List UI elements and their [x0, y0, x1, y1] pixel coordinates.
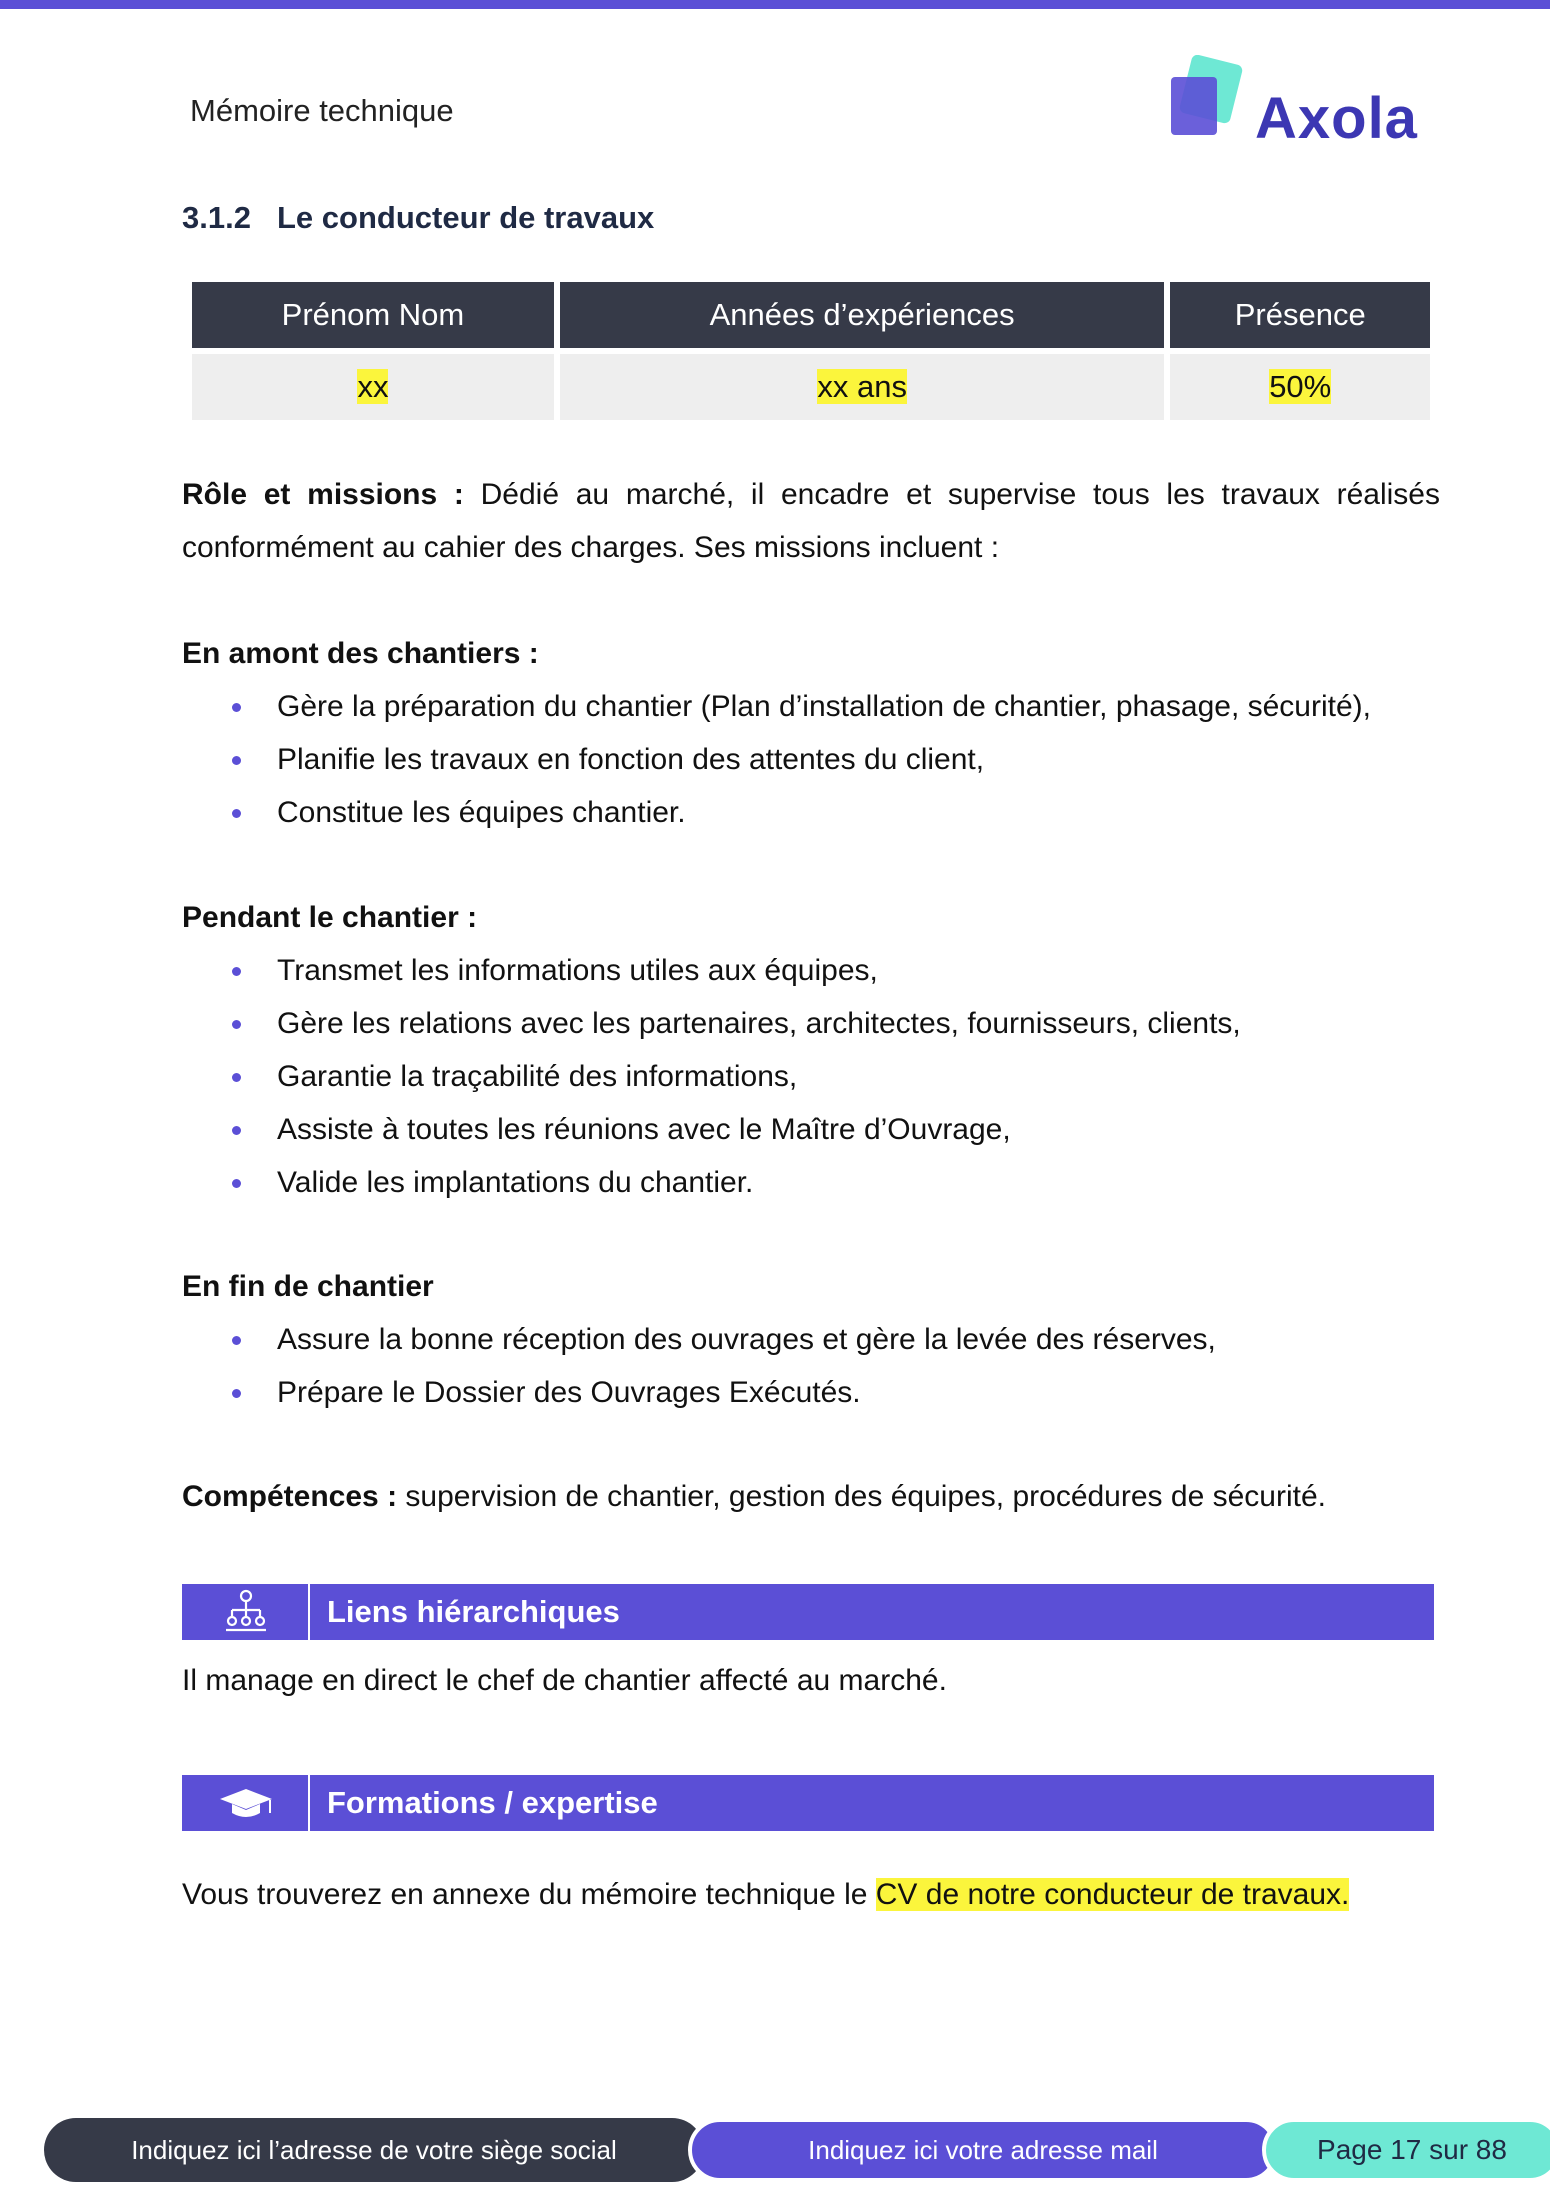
bullet-list-before: [182, 680, 1462, 839]
list-item: [182, 1366, 1462, 1419]
bullet-icon: [232, 1020, 241, 1029]
table-header: Prénom Nom: [192, 282, 554, 348]
cell-experience-value: xx ans: [817, 369, 907, 404]
list-item-text: Assiste à toutes les réunions avec le Maître d’Ouvrage,: [277, 1113, 1011, 1146]
competences-text: supervision de chantier, gestion des équipes, procédures de sécurité.: [397, 1480, 1326, 1513]
list-item-text: Transmet les informations utiles aux équipes,: [277, 954, 878, 987]
list-item: [182, 786, 1462, 839]
liens-text: Il manage en direct le chef de chantier affecté au marché.: [182, 1664, 947, 1697]
list-item: [182, 1313, 1462, 1366]
list-item: [182, 997, 1462, 1050]
cell-presence-value: 50%: [1269, 369, 1332, 404]
list-item: [182, 680, 1462, 733]
list-item-text: Prépare le Dossier des Ouvrages Exécutés.: [277, 1376, 861, 1409]
cell-name-value: xx: [357, 369, 389, 404]
list-item-text: Planifie les travaux en fonction des attentes du client,: [277, 743, 985, 776]
bullet-icon: [232, 1336, 241, 1345]
footer-address: [44, 2118, 704, 2182]
role-text: Dédié au marché, il encadre et supervise tous les travaux réalisés conformément au cahier des charges. Ses missions incluent :: [182, 478, 1440, 564]
header-label: Mémoire technique: [190, 93, 454, 128]
table-header-row: [192, 282, 1430, 348]
formations-section-band: [182, 1775, 1434, 1831]
footer-address-text: Indiquez ici l’adresse de votre siège social: [131, 2134, 617, 2165]
section-title: Le conducteur de travaux: [277, 200, 655, 235]
table-row: [192, 354, 1430, 420]
list-item: [182, 1050, 1462, 1103]
bullet-icon: [232, 1179, 241, 1188]
role-paragraph: [182, 468, 1440, 574]
list-item-text: Valide les implantations du chantier.: [277, 1166, 754, 1199]
bullet-icon: [232, 1126, 241, 1135]
list-item: [182, 733, 1462, 786]
liens-title: Liens hiérarchiques: [327, 1594, 620, 1629]
section-number: 3.1.2: [182, 200, 251, 235]
bullet-icon: [232, 1389, 241, 1398]
liens-section-band: [182, 1584, 1434, 1640]
table-cell: [1170, 354, 1430, 420]
table-header: Présence: [1170, 282, 1430, 348]
table-cell: [560, 354, 1165, 420]
list-item-text: Gère la préparation du chantier (Plan d’installation de chantier, phasage, sécurité),: [277, 690, 1371, 723]
formations-text: Vous trouverez en annexe du mémoire technique le: [182, 1878, 876, 1911]
group-title: En amont des chantiers :: [182, 637, 539, 670]
group-title: Pendant le chantier :: [182, 901, 478, 934]
top-accent-border: [0, 0, 1550, 9]
bullet-list-end: [182, 1313, 1462, 1419]
formations-title: Formations / expertise: [327, 1785, 658, 1820]
bullet-icon: [232, 756, 241, 765]
org-chart-icon: [182, 1584, 310, 1640]
list-item-text: Assure la bonne réception des ouvrages et gère la levée des réserves,: [277, 1323, 1216, 1356]
list-item-text: Constitue les équipes chantier.: [277, 796, 686, 829]
group-title: En fin de chantier: [182, 1270, 434, 1303]
formations-paragraph: [182, 1868, 1440, 1921]
competences-paragraph: [182, 1470, 1440, 1523]
bullet-icon: [232, 967, 241, 976]
section-heading: [182, 200, 654, 236]
list-item-text: Garantie la traçabilité des informations,: [277, 1060, 798, 1093]
logo-text: Axola: [1255, 86, 1418, 151]
table-cell: [192, 354, 554, 420]
staff-table: [186, 276, 1436, 426]
bullet-icon: [232, 703, 241, 712]
formations-icon-cell: [182, 1775, 310, 1831]
footer-page-text: Page 17 sur 88: [1317, 2134, 1507, 2165]
footer-page-number: [1262, 2118, 1550, 2182]
bullet-list-during: [182, 944, 1462, 1209]
graduation-cap-icon: [182, 1775, 310, 1831]
formations-highlight: CV de notre conducteur de travaux.: [875, 1878, 1350, 1911]
list-item: [182, 944, 1462, 997]
table-header: Années d’expériences: [560, 282, 1165, 348]
list-item-text: Gère les relations avec les partenaires, architectes, fournisseurs, clients,: [277, 1007, 1241, 1040]
list-item: [182, 1156, 1462, 1209]
bullet-icon: [232, 1073, 241, 1082]
list-item: [182, 1103, 1462, 1156]
competences-label: Compétences :: [182, 1480, 398, 1513]
liens-icon-cell: [182, 1584, 310, 1640]
company-logo: [1165, 55, 1425, 150]
footer-email-text: Indiquez ici votre adresse mail: [808, 2134, 1158, 2165]
logo-mark-icon: [1165, 55, 1245, 145]
bullet-icon: [232, 809, 241, 818]
footer-email: [688, 2118, 1278, 2182]
role-label: Rôle et missions :: [182, 478, 464, 511]
